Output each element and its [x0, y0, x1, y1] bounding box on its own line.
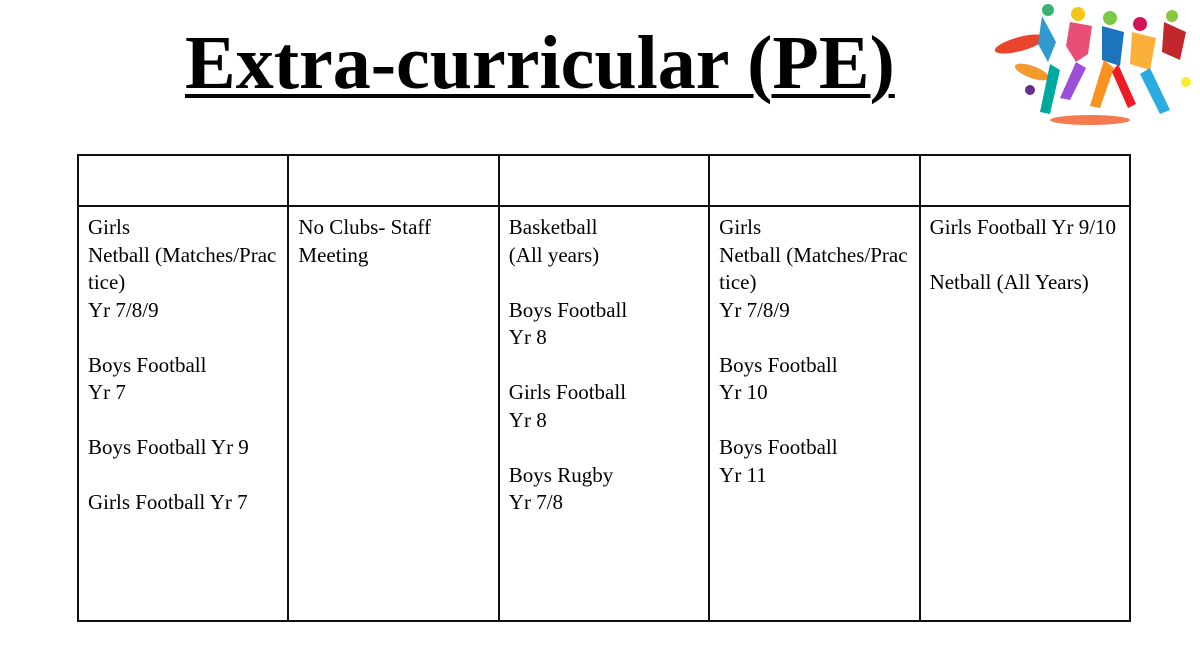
club-line: Yr 10	[719, 380, 768, 404]
header-cell-2	[288, 155, 498, 206]
club-line: Boys Rugby	[508, 462, 614, 487]
clubs-cell-4	[709, 206, 919, 621]
sports-silhouettes-logo-icon	[990, 2, 1195, 130]
blank-line	[509, 434, 700, 462]
club-line: Girls Football Yr 9/10	[929, 215, 1117, 239]
clubs-list	[500, 207, 708, 517]
clubs-list	[710, 207, 918, 489]
club-line: No Clubs- Staff	[298, 215, 432, 239]
blank-line	[719, 407, 910, 435]
timetable-header-row	[78, 155, 1130, 206]
clubs-cell-3	[499, 206, 709, 621]
club-line: Yr 7/8/9	[719, 297, 790, 322]
header-cell-4	[709, 155, 919, 206]
club-line: Boys Football Yr 9	[88, 435, 249, 459]
clubs-timetable	[77, 154, 1131, 622]
club-line: Netball (Matches/Practice)	[719, 242, 908, 294]
club-line: Boys Football	[88, 352, 207, 377]
blank-line	[88, 407, 279, 435]
clubs-list	[79, 207, 287, 517]
club-line: Meeting	[298, 242, 369, 267]
blank-line	[719, 324, 910, 352]
blank-line	[88, 462, 279, 490]
club-line: Yr 8	[508, 407, 547, 432]
blank-line	[930, 242, 1121, 270]
club-line: Yr 8	[508, 325, 547, 349]
clubs-cell-5	[920, 206, 1130, 621]
timetable-body-row	[78, 206, 1130, 621]
page-title	[185, 20, 895, 106]
club-line: Boys Football	[719, 352, 838, 377]
club-line: Boys Football	[719, 435, 838, 459]
header-cell-1	[78, 155, 288, 206]
page-title-text: Extra-curricular (PE)	[185, 21, 895, 105]
header-cell-3	[499, 155, 709, 206]
club-line: Yr 11	[719, 462, 767, 487]
club-line: Girls	[88, 215, 130, 239]
clubs-list	[289, 207, 497, 269]
clubs-cell-2	[288, 206, 498, 621]
club-line: Basketball	[508, 215, 598, 239]
clubs-list	[921, 207, 1129, 297]
club-line: Netball (All Years)	[929, 270, 1089, 294]
blank-line	[509, 269, 700, 297]
club-line: Yr 7/8	[508, 490, 564, 514]
club-line: Netball (Matches/Practice)	[88, 242, 277, 294]
clubs-cell-1	[78, 206, 288, 621]
blank-line	[88, 324, 279, 352]
club-line: Yr 7/8/9	[88, 297, 159, 322]
header-cell-5	[920, 155, 1130, 206]
club-line: Girls	[719, 215, 762, 239]
blank-line	[509, 352, 700, 380]
club-line: Girls Football Yr 7	[88, 490, 248, 514]
club-line: Boys Football	[508, 297, 628, 322]
club-line: Yr 7	[88, 380, 126, 404]
club-line: (All years)	[508, 242, 600, 267]
club-line: Girls Football	[508, 380, 627, 404]
